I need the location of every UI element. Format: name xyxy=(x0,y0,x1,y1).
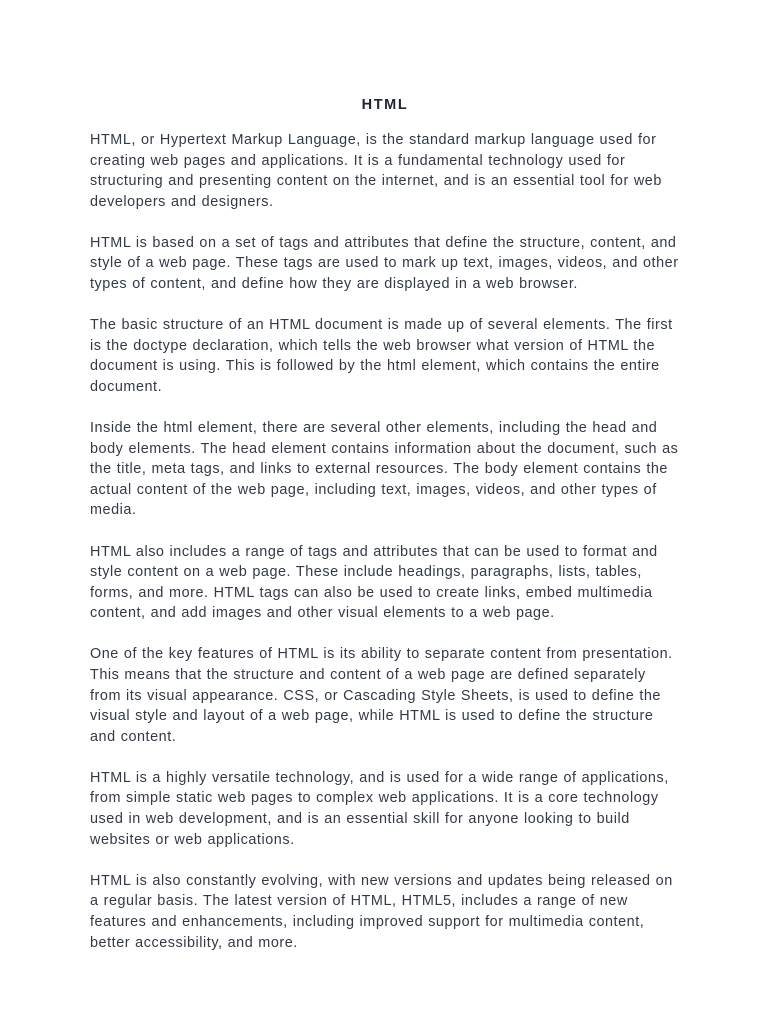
paragraph-3: The basic structure of an HTML document is made up of several elements. The first is the doctype declaration, which tells the web browser what version of HTML the document is using. This is followed by the html element, which contains the entire document. xyxy=(90,317,673,395)
paragraph-1: HTML, or Hypertext Markup Language, is the standard markup language used for creating web pages and applications. It is a fundamental technology used for structuring and presenting content on the internet, and is an essential tool for web developers and designers. xyxy=(90,132,662,210)
paragraph-4: Inside the html element, there are several other elements, including the head and body elements. The head element contains information about the document, such as the title, meta tags, and links to external resources. The body element contains the actual content of the web page, including text, images, videos, and other types of media. xyxy=(90,420,679,519)
paragraph-2: HTML is based on a set of tags and attributes that define the structure, content, and style of a web page. These tags are used to mark up text, images, videos, and other types of content, and define how they are displayed in a web browser. xyxy=(90,234,679,293)
document-title: HTML xyxy=(361,97,409,113)
paragraph-5: HTML also includes a range of tags and attributes that can be used to format and style content on a web page. These include headings, paragraphs, lists, tables, forms, and more. HTML tags can also be used to create links, embed multimedia content, and add images and other visual elements to a web page. xyxy=(90,543,658,622)
paragraph-7: HTML is a highly versatile technology, and is used for a wide range of applications, from simple static web pages to complex web applications. It is a core technology used in web development, and is an essential skill for anyone looking to build websites or web applications. xyxy=(90,769,669,848)
paragraph-6: One of the key features of HTML is its ability to separate content from presentation. This means that the structure and content of a web page are defined separately from its visual appearance. CSS, or Cascading Style Sheets, is used to define the visual style and layout of a web page, while HTML is used to define the structure and content. xyxy=(90,646,673,745)
paragraph-8: HTML is also constantly evolving, with new versions and updates being released on a regular basis. The latest version of HTML, HTML5, includes a range of new features and enhancements, including improved support for multimedia content, better accessibility, and more. xyxy=(90,872,673,951)
